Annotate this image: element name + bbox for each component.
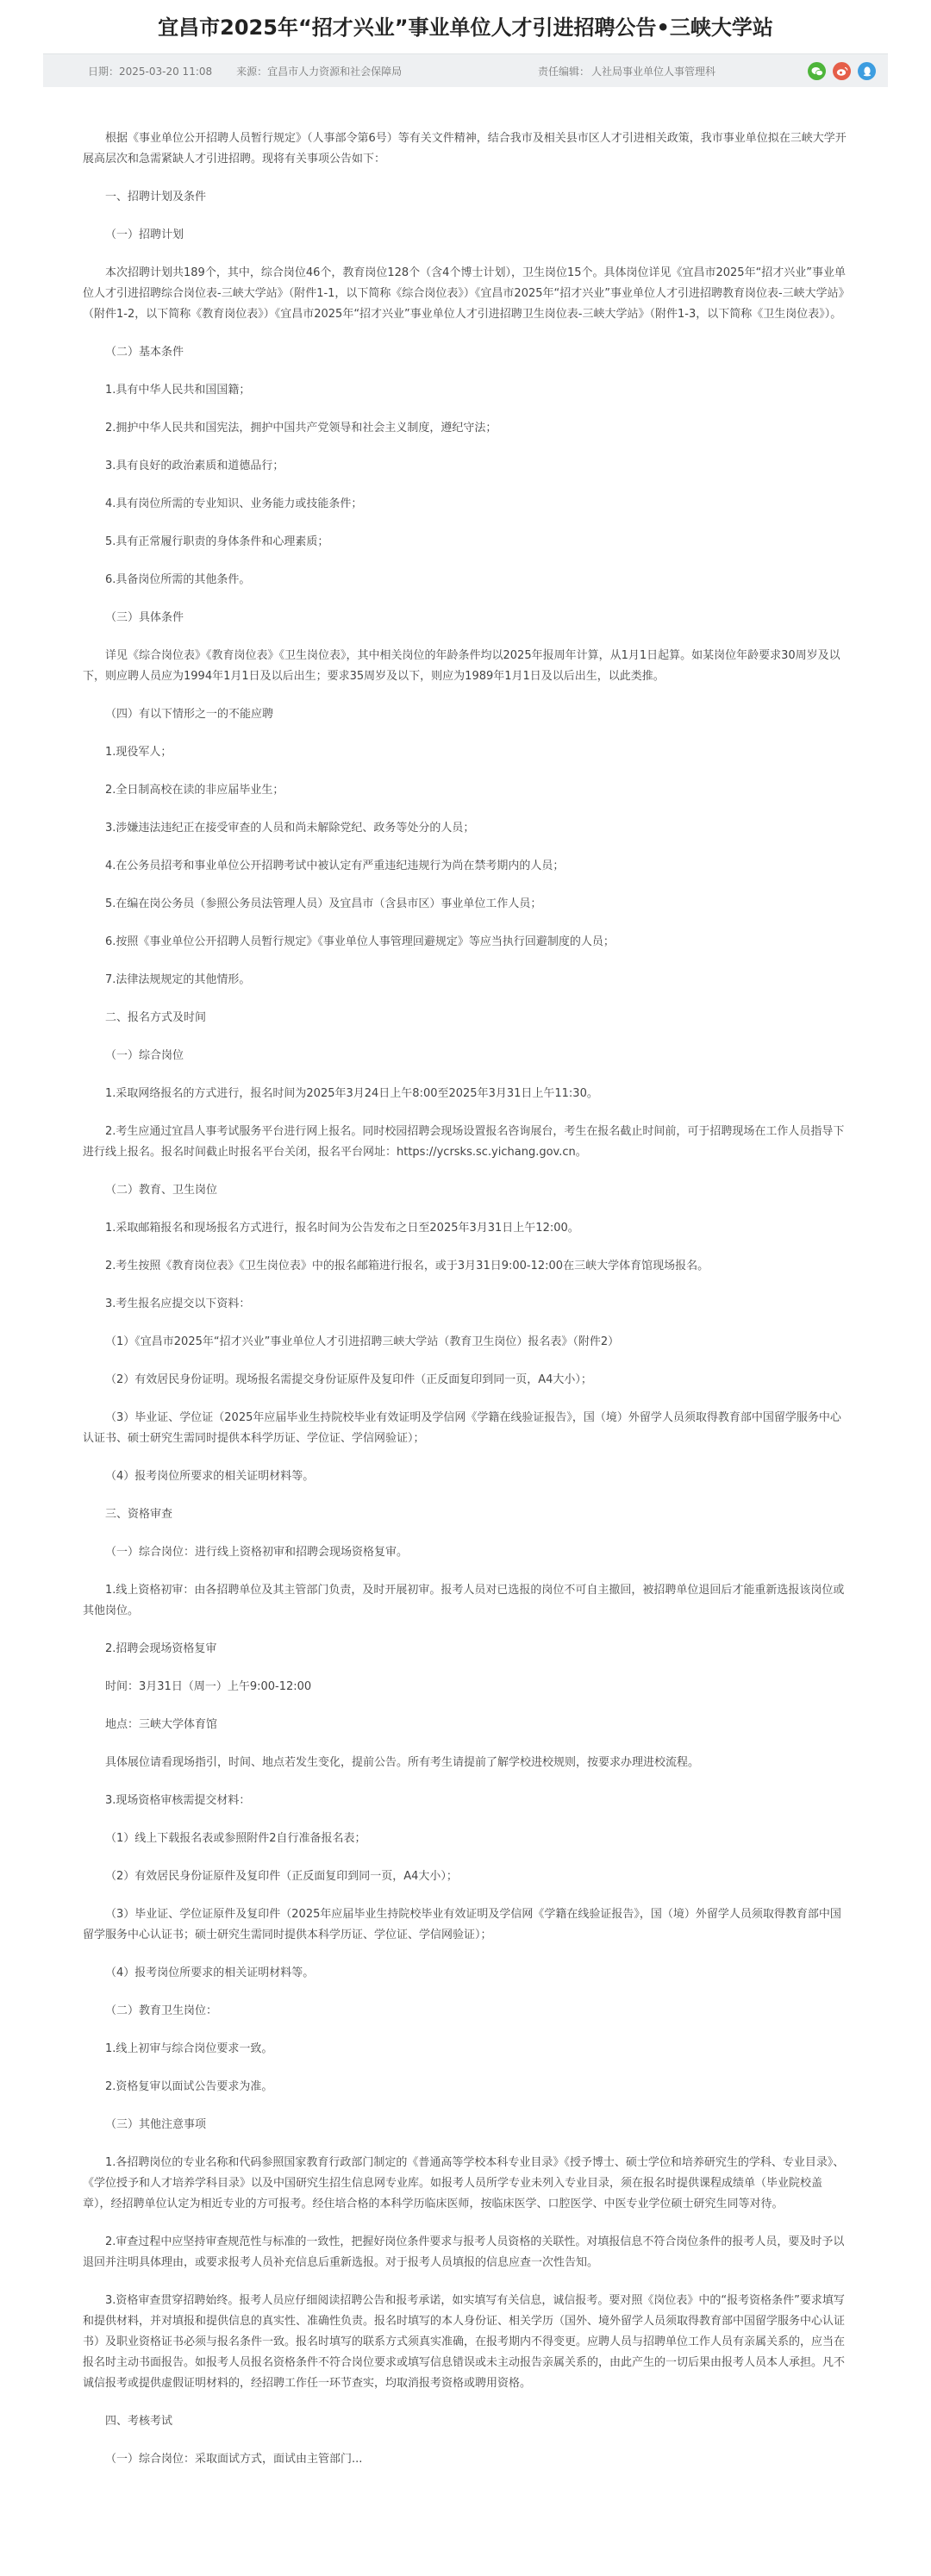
editor-name: 人社局事业单位人事管理科 (591, 65, 716, 78)
article-page (43, 0, 888, 2470)
list-item: 时间：3月31日（周一）上午9:00-12:00 (105, 1680, 312, 1693)
list-item: 7.法律法规规定的其他情形。 (105, 973, 251, 986)
list-item: 2.招聘会现场资格复审 (105, 1642, 217, 1655)
wechat-share-button[interactable] (808, 62, 826, 80)
source-label: 来源：宜昌市人力资源和社会保障局 (236, 65, 403, 78)
list-item: （2）有效居民身份证明。现场报名需提交身份证原件及复印件（正反面复印到同一页，A4大小）； (105, 1373, 592, 1386)
subsection-heading: （一）综合岗位 (105, 1049, 184, 1062)
list-item: 5.具有正常履行职责的身体条件和心理素质； (105, 535, 329, 548)
list-item: 1.现役军人； (105, 746, 172, 759)
list-item: 3.具有良好的政治素质和道德品行； (105, 460, 284, 472)
qq-share-button[interactable] (858, 62, 876, 80)
qq-icon (862, 66, 872, 77)
list-item: （1）线上下载报名表或参照附件2自行准备报名表； (105, 1832, 366, 1845)
article-title: 宜昌市2025年“招才兴业”事业单位人才引进招聘公告•三峡大学站 (158, 16, 773, 40)
subsection-heading: （四）有以下情形之一的不能应聘 (105, 708, 274, 721)
list-item: 2.拥护中华人民共和国宪法，拥护中国共产党领导和社会主义制度，遵纪守法； (105, 422, 497, 435)
paragraph: 3.资格审查贯穿招聘始终。报考人员应仔细阅读招聘公告和报考承诺，如实填写有关信息，诚信报考。要对照《岗位表》中的“报考资格条件”要求填写和提供材料，并对填报和提供信息的真实性、准确性负责。报名时填写的本人身份证、相关学历（国外、境外留学人员须取得教育部中国留学服务中心认证书）及职业资格证书必须与报名条件一致。报名时填写的联系方式须真实准确，在报考期内不得变更。应聘人员与招聘单位工作人员有亲属关系的，应当在报名时主动书面报告。如报考人员报名资格条件不符合岗位要求或填写信息错误或未主动报告亲属关系的，由此产生的一切后果由报考人员本人承担。凡不诚信报考或提供虚假证明材料的，经招聘工作任一环节查实，均取消报考资格或聘用资格。 (83, 2294, 846, 2390)
list-item: 3.考生报名应提交以下资料： (105, 1297, 251, 1310)
list-item: 6.按照《事业单位公开招聘人员暂行规定》《事业单位人事管理回避规定》等应当执行回避制度的人员； (105, 935, 615, 948)
subsection-heading: （一）综合岗位：采取面试方式，面试由主管部门... (105, 2453, 363, 2466)
subsection-heading: （一）综合岗位：进行线上资格初审和招聘会现场资格复审。 (105, 1546, 409, 1559)
subsection-heading: （二）教育卫生岗位： (105, 2004, 218, 2017)
subsection-heading: （三）其他注意事项 (105, 2118, 207, 2131)
list-item: 地点：三峡大学体育馆 (105, 1718, 218, 1731)
list-item: （1）《宜昌市2025年“招才兴业”事业单位人才引进招聘三峡大学站（教育卫生岗位）报名表》（附件2） (105, 1335, 620, 1348)
editor-label: 责任编辑： (538, 65, 590, 78)
paragraph: 1.各招聘岗位的专业名称和代码参照国家教育行政部门制定的《普通高等学校本科专业目录》《授予博士、硕士学位和培养研究生的学科、专业目录》、《学位授予和人才培养学科目录》以及中国研究生招生信息网专业库。如报考人员所学专业未列入专业目录，须在报名时提供课程成绩单（毕业院校盖章），经招聘单位认定为相近专业的方可报考。经住培合格的本科学历临床医师，按临床医学、口腔医学、中医专业学位硕士研究生同等对待。 (83, 2156, 845, 2210)
article-meta-bar (43, 53, 888, 87)
list-item: 1.具有中华人民共和国国籍； (105, 384, 251, 397)
list-item: 4.具有岗位所需的专业知识、业务能力或技能条件； (105, 497, 363, 510)
list-item: 2.全日制高校在读的非应届毕业生； (105, 784, 284, 797)
paragraph: 详见《综合岗位表》《教育岗位表》《卫生岗位表》，其中相关岗位的年龄条件均以2025年报周年计算，从1月1日起算。如某岗位年龄要求30周岁及以下，则应聘人员应为1994年1月1日及以后出生；要求35周岁及以下，则应为1989年1月1日及以后出生，以此类推。 (83, 649, 840, 683)
list-item: 2.资格复审以面试公告要求为准。 (105, 2080, 273, 2093)
section-heading: 一、招聘计划及条件 (105, 191, 207, 203)
subsection-heading: （二）教育、卫生岗位 (105, 1184, 218, 1197)
list-item: （4）报考岗位所要求的相关证明材料等。 (105, 1470, 315, 1483)
section-heading: 二、报名方式及时间 (105, 1011, 207, 1024)
list-item: 1.采取网络报名的方式进行，报名时间为2025年3月24日上午8:00至2025年3月31日上午11:30。 (105, 1087, 598, 1100)
share-buttons (808, 62, 876, 80)
list-item: 1.线上初审与综合岗位要求一致。 (105, 2042, 273, 2055)
paragraph: 2.审查过程中应坚持审查规范性与标准的一致性，把握好岗位条件要求与报考人员资格的关联性。对填报信息不符合岗位条件的报考人员，要及时予以退回并注明具体理由，或要求报考人员补充信息后重新选报。对于报考人员填报的信息应查一次性告知。 (83, 2235, 845, 2269)
paragraph: 1.线上资格初审：由各招聘单位及其主管部门负责，及时开展初审。报考人员对已选报的岗位不可自主撤回，被招聘单位退回后才能重新选报该岗位或其他岗位。 (83, 1584, 845, 1617)
list-item: 4.在公务员招考和事业单位公开招聘考试中被认定有严重违纪违规行为尚在禁考期内的人员； (105, 860, 565, 872)
list-item: （4）报考岗位所要求的相关证明材料等。 (105, 1966, 315, 1979)
list-item: 1.采取邮箱报名和现场报名方式进行，报名时间为公告发布之日至2025年3月31日上午12:00。 (105, 1222, 579, 1235)
publish-date: 日期：2025-03-20 11:08 (88, 65, 213, 78)
subsection-heading: （二）基本条件 (105, 346, 184, 359)
subsection-heading: （一）招聘计划 (105, 228, 184, 241)
subsection-heading: （三）具体条件 (105, 611, 184, 624)
list-item: 5.在编在岗公务员（参照公务员法管理人员）及宜昌市（含县市区）事业单位工作人员； (105, 897, 542, 910)
list-item: 3.现场资格审核需提交材料： (105, 1794, 251, 1807)
list-item: 2.考生应通过宜昌人事考试服务平台进行网上报名。同时校园招聘会现场设置报名咨询展台，考生在报名截止时间前，可于招聘现场在工作人员指导下进行线上报名。报名时间截止时报名平台关闭，报名平台网址：https://ycrsks.sc.yichang.gov.cn。 (83, 1125, 845, 1159)
list-item: （2）有效居民身份证原件及复印件（正反面复印到同一页，A4大小）； (105, 1870, 458, 1883)
list-item: 2.考生按照《教育岗位表》《卫生岗位表》中的报名邮箱进行报名，或于3月31日9:00-12:00在三峡大学体育馆现场报名。 (105, 1260, 709, 1272)
paragraph: 本次招聘计划共189个，其中，综合岗位46个，教育岗位128个（含4个博士计划），卫生岗位15个。具体岗位详见《宜昌市2025年“招才兴业”事业单位人才引进招聘综合岗位表-三峡大学站》（附件1-1，以下简称《综合岗位表》）《宜昌市2025年“招才兴业”事业单位人才引进招聘教育岗位表-三峡大学站》（附件1-2，以下简称《教育岗位表》）《宜昌市2025年“招才兴业”事业单位人才引进招聘卫生岗位表-三峡大学站》（附件1-3，以下简称《卫生岗位表》）。 (83, 266, 847, 321)
section-heading: 四、考核考试 (105, 2415, 173, 2428)
paragraph: 具体展位请看现场指引，时间、地点若发生变化，提前公告。所有考生请提前了解学校进校规则，按要求办理进校流程。 (105, 1756, 700, 1769)
weibo-icon (836, 66, 848, 77)
list-item: 6.具备岗位所需的其他条件。 (105, 573, 251, 586)
article-body (43, 87, 888, 2470)
list-item: （3）毕业证、学位证原件及复印件（2025年应届毕业生持院校毕业有效证明及学信网《学籍在线验证报告》，国（境）外留学人员须取得教育部中国留学服务中心认证书；硕士研究生需同时提供本科学历证、学位证、学信网验证）； (83, 1908, 841, 1941)
wechat-icon (811, 66, 823, 77)
list-item: 3.涉嫌违法违纪正在接受审查的人员和尚未解除党纪、政务等处分的人员； (105, 822, 475, 835)
list-item: （3）毕业证、学位证（2025年应届毕业生持院校毕业有效证明及学信网《学籍在线验证报告》，国（境）外留学人员须取得教育部中国留学服务中心认证书、硕士研究生需同时提供本科学历证、学位证、学信网验证）； (83, 1411, 841, 1445)
section-heading: 三、资格审查 (105, 1508, 173, 1521)
intro-paragraph: 根据《事业单位公开招聘人员暂行规定》（人事部令第6号）等有关文件精神，结合我市及相关县市区人才引进相关政策，我市事业单位拟在三峡大学开展高层次和急需紧缺人才引进招聘。现将有关事项公告如下： (83, 132, 847, 166)
weibo-share-button[interactable] (833, 62, 851, 80)
